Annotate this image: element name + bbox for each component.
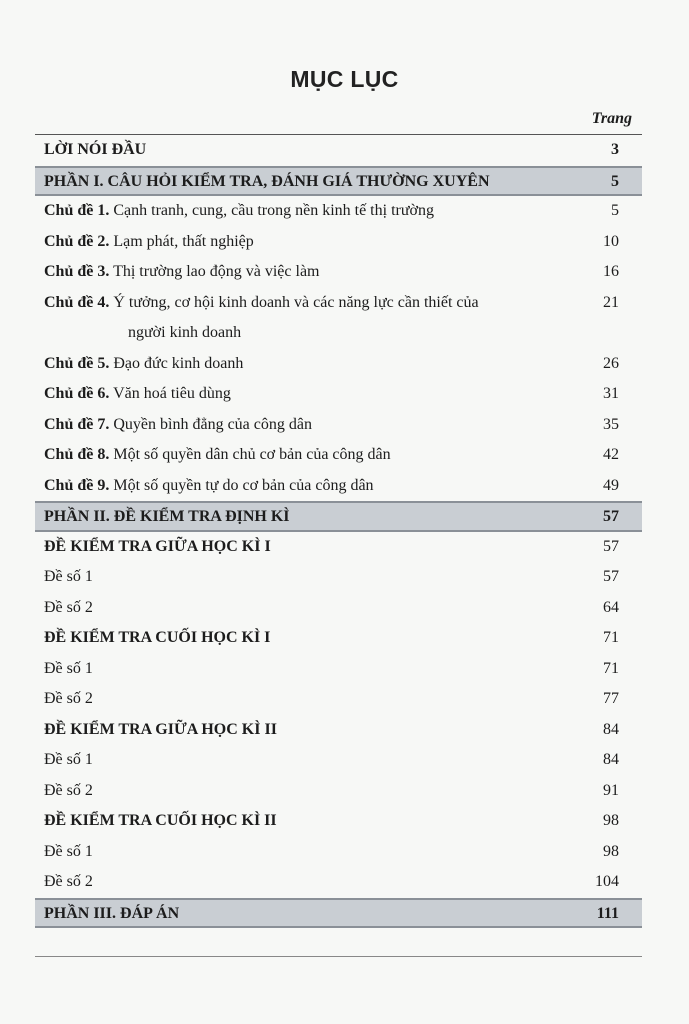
toc-exam-midterm-2[interactable] — [35, 715, 642, 746]
toc-entry-page: 98 — [603, 842, 619, 860]
toc-topic-6[interactable] — [35, 379, 642, 410]
toc-entry-page: 77 — [603, 690, 619, 707]
toc-item-label: Đề số 1 — [44, 659, 93, 677]
toc-entry-page: 98 — [603, 812, 619, 829]
topic-title: Một số quyền tự do cơ bản của công dân — [113, 476, 374, 494]
toc-entry-preface[interactable] — [35, 134, 642, 166]
toc-entry-page: 26 — [603, 354, 619, 372]
toc-exam-label: ĐỀ KIỂM TRA CUỐI HỌC KÌ II — [44, 812, 277, 829]
toc-entry-page: 84 — [603, 720, 619, 738]
topic-prefix: Chủ đề 8. — [44, 446, 110, 463]
toc-part-page: 57 — [603, 508, 619, 525]
topic-prefix: Chủ đề 3. — [44, 263, 110, 280]
toc-part-label: PHẦN I. CÂU HỎI KIỂM TRA, ĐÁNH GIÁ THƯỜNG XUYÊN — [44, 172, 490, 190]
topic-prefix: Chủ đề 2. — [44, 232, 110, 250]
toc-exam-item[interactable] — [35, 837, 642, 868]
toc-part-page: 111 — [596, 904, 619, 922]
toc-topic-7[interactable] — [35, 410, 642, 441]
toc-topic-4[interactable] — [35, 288, 642, 349]
toc-topic-9[interactable] — [35, 471, 642, 502]
toc-entry-page: 64 — [603, 598, 619, 616]
topic-title: Văn hoá tiêu dùng — [113, 385, 231, 402]
toc-topic-3[interactable] — [35, 257, 642, 288]
toc-item-label: Đề số 2 — [44, 781, 93, 799]
toc-entry-page: 104 — [595, 873, 619, 890]
toc-entry-page: 49 — [603, 476, 619, 494]
toc-item-label: Đề số 1 — [44, 751, 93, 768]
toc-exam-final-2[interactable] — [35, 806, 642, 837]
topic-title: Quyền bình đẳng của công dân — [113, 415, 312, 433]
toc-item-label: Đề số 2 — [44, 873, 93, 890]
toc-exam-item[interactable] — [35, 654, 642, 685]
topic-title-continued: người kinh doanh — [128, 324, 242, 341]
toc-entry-page: 3 — [611, 141, 619, 158]
toc-exam-item[interactable] — [35, 745, 642, 776]
topic-title: Một số quyền dân chủ cơ bản của công dân — [113, 446, 391, 463]
toc-part-2[interactable] — [35, 501, 642, 532]
topic-title: Đạo đức kinh doanh — [113, 354, 244, 372]
page-column-header: Trang — [591, 110, 632, 127]
toc-entry-page: 5 — [611, 202, 619, 219]
topic-prefix: Chủ đề 6. — [44, 385, 110, 402]
toc-exam-item[interactable] — [35, 867, 642, 898]
topic-prefix: Chủ đề 9. — [44, 476, 110, 494]
toc-item-label: Đề số 2 — [44, 690, 93, 707]
toc-part-3[interactable] — [35, 898, 642, 929]
table-of-contents — [35, 134, 642, 928]
toc-topic-8[interactable] — [35, 440, 642, 471]
toc-entry-page: 91 — [603, 781, 619, 799]
page-title: MỤC LỤC — [290, 66, 399, 92]
toc-exam-item[interactable] — [35, 684, 642, 715]
toc-exam-item[interactable] — [35, 776, 642, 807]
topic-title: Lạm phát, thất nghiệp — [113, 232, 254, 250]
toc-topic-1[interactable] — [35, 196, 642, 227]
toc-entry-page: 21 — [603, 293, 619, 311]
toc-entry-page: 10 — [603, 232, 619, 250]
toc-entry-label: LỜI NÓI ĐẦU — [44, 141, 147, 158]
toc-exam-label: ĐỀ KIỂM TRA GIỮA HỌC KÌ II — [44, 720, 277, 738]
toc-entry-page: 57 — [603, 537, 619, 555]
toc-entry-page: 71 — [603, 659, 619, 677]
toc-entry-page: 57 — [603, 568, 619, 585]
topic-prefix: Chủ đề 5. — [44, 354, 110, 372]
toc-entry-page: 42 — [603, 446, 619, 463]
toc-entry-page: 71 — [603, 629, 619, 646]
toc-topic-5[interactable] — [35, 349, 642, 380]
toc-exam-midterm-1[interactable] — [35, 532, 642, 563]
toc-entry-page: 35 — [603, 415, 619, 433]
toc-item-label: Đề số 1 — [44, 842, 93, 860]
topic-prefix: Chủ đề 4. — [44, 293, 110, 311]
toc-part-1[interactable] — [35, 166, 642, 197]
toc-exam-item[interactable] — [35, 562, 642, 593]
topic-title: Thị trường lao động và việc làm — [113, 263, 320, 280]
toc-exam-label: ĐỀ KIỂM TRA GIỮA HỌC KÌ I — [44, 537, 271, 555]
toc-part-label: PHẦN III. ĐÁP ÁN — [44, 904, 180, 922]
toc-exam-item[interactable] — [35, 593, 642, 624]
toc-exam-final-1[interactable] — [35, 623, 642, 654]
toc-entry-page: 16 — [603, 263, 619, 280]
toc-item-label: Đề số 1 — [44, 568, 93, 585]
toc-topic-2[interactable] — [35, 227, 642, 258]
toc-part-page: 5 — [611, 172, 619, 190]
topic-prefix: Chủ đề 7. — [44, 415, 110, 433]
topic-title: Cạnh tranh, cung, cầu trong nền kinh tế thị trường — [113, 202, 434, 219]
toc-item-label: Đề số 2 — [44, 598, 93, 616]
bottom-divider — [35, 956, 642, 957]
topic-prefix: Chủ đề 1. — [44, 202, 110, 219]
toc-entry-page: 31 — [603, 385, 619, 402]
toc-part-label: PHẦN II. ĐỀ KIỂM TRA ĐỊNH KÌ — [44, 508, 290, 525]
toc-entry-page: 84 — [603, 751, 619, 768]
toc-exam-label: ĐỀ KIỂM TRA CUỐI HỌC KÌ I — [44, 629, 271, 646]
topic-title: Ý tưởng, cơ hội kinh doanh và các năng lực cần thiết của — [113, 293, 479, 311]
